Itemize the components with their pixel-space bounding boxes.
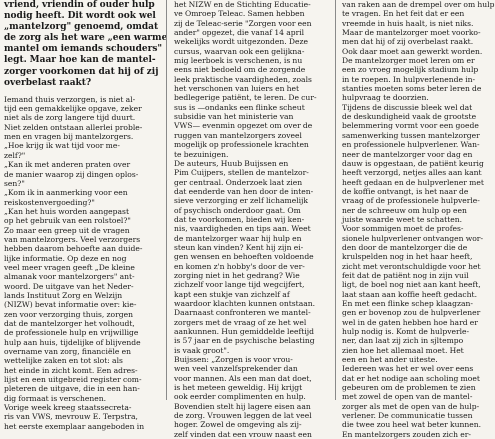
text-line: van raken aan de drempel over om hulp bbox=[342, 0, 495, 9]
text-line: voor mannen. Als een man dat doet, bbox=[174, 373, 312, 383]
text-line: ris van VWS, mevrouw E. Terpstra, bbox=[4, 412, 138, 422]
text-line: En met een flinke schep klaagzan- bbox=[342, 299, 473, 308]
text-line: ander" opgezet, die vanaf 14 april bbox=[174, 28, 305, 38]
text-line: Bovendien stelt hij lagere eisen aan bbox=[174, 401, 311, 411]
text-line: gen er bovenop zou de hulpverlener bbox=[342, 308, 481, 318]
text-line: de koffie ontvangt, is het naar de bbox=[342, 186, 469, 196]
text-line: juiste waarde weet te schatten. bbox=[342, 214, 463, 224]
text-line: vraag of de professionele hulpverle- bbox=[342, 196, 480, 206]
lead-line: nodig heeft. Dit wordt ook wel bbox=[4, 11, 156, 22]
text-line: wen veel vanzelfsprekender dan bbox=[174, 364, 298, 374]
text-line: zichzelf voor lange tijd wegcijfert, bbox=[174, 280, 305, 290]
text-line: veel meer vragen geeft „De kleine bbox=[4, 262, 135, 272]
text-line: dauw is opgestaan, de patiënt keurig bbox=[342, 158, 484, 168]
article-column-3 bbox=[342, 0, 495, 439]
text-line: hulpvraag te doorzien. bbox=[342, 93, 429, 103]
text-line: nis, vaardigheden en tips aan. Weet bbox=[174, 224, 311, 234]
text-line: stanties moeten soms beter leren de bbox=[342, 84, 482, 94]
text-line: sionele hulpverlener ontvangen wor- bbox=[342, 233, 484, 243]
text-line: dat te voorkomen, bieden wij ken- bbox=[174, 214, 305, 224]
text-line: is vaak groot". bbox=[174, 345, 230, 355]
text-line: „Kan ik met anderen praten over bbox=[4, 160, 131, 170]
lead-line: overbelast raakt? bbox=[4, 77, 92, 88]
text-line: ner de schreeuw om hulp op een bbox=[342, 205, 467, 215]
text-line: ve Omroep Teleac. Samen hebben bbox=[174, 9, 305, 19]
text-line: het verschonen van luiers en het bbox=[174, 84, 300, 94]
text-line: mig leerboek is verschenen, is nu bbox=[174, 56, 303, 66]
text-line: samenwerking tussen mantelzorger bbox=[342, 130, 480, 140]
lead-line: zorger voorkomen dat hij of zij bbox=[4, 66, 159, 77]
text-line: Maar de mantelzorger moet voorko- bbox=[342, 28, 481, 38]
text-line: eens niet bedoeld om de zorgende bbox=[174, 65, 306, 75]
text-line: men dat hij of zij overbelast raakt. bbox=[342, 37, 474, 47]
text-line: „Hoe krijg ik wat tijd voor me- bbox=[4, 141, 120, 151]
text-line: het eerste exemplaar aangeboden in bbox=[4, 421, 145, 431]
text-line: van mantelzorgers. Veel verzorgers bbox=[4, 234, 141, 244]
text-line: vreemde in huis haalt, is niet niks. bbox=[342, 18, 474, 28]
text-line: dig formaat is verschenen. bbox=[4, 393, 107, 403]
text-line: Vorige week kreeg staatssecreta- bbox=[4, 403, 132, 413]
text-line: leek praktische vaardigheden, zoals bbox=[174, 74, 312, 84]
text-line: laat staan aan koffie heeft gedacht. bbox=[342, 289, 478, 299]
text-line: zicht met verontschuldigde voor het bbox=[342, 261, 481, 271]
text-line: zij de Teleac-serie "Zorgen voor een bbox=[174, 18, 312, 28]
text-line: is 57 jaar en de psychische belasting bbox=[174, 336, 315, 346]
text-line: Tijdens de discussie bleek wel dat bbox=[342, 102, 473, 112]
text-line: met zowel de open van de mantel- bbox=[342, 392, 473, 402]
text-line: een en het ander uiteste. bbox=[342, 355, 438, 365]
text-line: zelf vinden dat een vrouw naast een bbox=[174, 429, 312, 439]
text-line: dat de mantelzorger het volhoudt, bbox=[4, 319, 135, 328]
text-line: bedlegerige patiënt, te leren. De cur- bbox=[174, 93, 317, 103]
text-line: hulp nodig is. Komt de hulpverle- bbox=[342, 327, 470, 337]
article-column-2 bbox=[174, 0, 329, 439]
text-line: de mantelzorger waar hij hulp en bbox=[174, 233, 302, 243]
text-line: VWS— evenmin opgezet om over de bbox=[174, 121, 313, 131]
text-line: steun kan vinden? Kent hij zijn ei- bbox=[174, 242, 304, 252]
text-line: en komen z'n hobby's door de ver- bbox=[174, 261, 305, 271]
text-line: (NIZW) bevat informatie over: kie- bbox=[4, 300, 137, 310]
text-line: het einde in zicht komt. Een adres- bbox=[4, 365, 138, 375]
text-line: lijst en een uitgebreid register com- bbox=[4, 375, 142, 385]
text-line: overname van zorg, financiële en bbox=[4, 347, 131, 357]
text-line: Zo maar een greep uit de vragen bbox=[4, 225, 130, 235]
text-line: Daarnaast confronteren we mantel- bbox=[174, 308, 311, 318]
text-line: wekelijks wordt uitgezonden. Deze bbox=[174, 37, 308, 47]
text-line: ner, dan laat zij zich in sjltempo bbox=[342, 336, 464, 346]
text-line: subsidie van het ministerie van bbox=[174, 112, 294, 122]
lead-paragraph bbox=[4, 0, 168, 89]
text-line: ger centraal. Onderzoek laat zien bbox=[174, 177, 303, 187]
text-line: is het meteen geweldig. Hij krijgt bbox=[174, 383, 303, 393]
text-line: almanak voor mantelzorgers" ant- bbox=[4, 272, 135, 282]
text-line: in te roepen. In hulpverlenende in- bbox=[342, 74, 476, 84]
text-line: ruggen van mantelzorgers zoveel bbox=[174, 130, 302, 140]
text-line: Niet zelden ontstaan allerlei proble- bbox=[4, 122, 143, 132]
text-line: hoger. Zowel de omgeving als zij- bbox=[174, 420, 302, 430]
text-line: zien hoe het allemaal moet. Het bbox=[342, 345, 464, 355]
text-line: te vragen. En het feit dat er een bbox=[342, 9, 465, 19]
text-line: zelf?" bbox=[4, 150, 26, 160]
text-line: Ook daar moet aan gewerkt worden. bbox=[342, 46, 483, 56]
text-line: wel in de gaten hebben hoe hard er bbox=[342, 317, 478, 327]
text-line: tijd een gemakkelijke opgave, zeker bbox=[4, 104, 142, 114]
text-line: kapt een stukje van zichzelf af bbox=[174, 289, 290, 299]
lead-line: „mantelzorg" genoemd, omdat bbox=[4, 22, 159, 33]
text-line: zorgers met de vraag of ze het wel bbox=[174, 317, 307, 327]
text-line: dat er het nodige aan scholing moet bbox=[342, 373, 480, 383]
text-line: „Kom ik in aanmerking voor een bbox=[4, 188, 128, 198]
text-line: Iedereen was het er wel over eens bbox=[342, 364, 474, 374]
text-line: verlener. De communicatie tussen bbox=[342, 411, 473, 421]
text-line: reiskostenvergoeding?" bbox=[4, 197, 95, 207]
lead-line: vriend, vriendin of ouder hulp bbox=[4, 0, 155, 10]
text-line: te bezuinigen. bbox=[174, 149, 229, 159]
text-line: heeft verzorgd, netjes alles aan kant bbox=[342, 168, 482, 178]
text-line: sen?" bbox=[4, 178, 25, 188]
text-line: of psychisch onderdoor gaat. Om bbox=[174, 205, 301, 215]
text-line: hulp aan huis, tijdelijke of blijvende bbox=[4, 337, 141, 347]
lead-line: legt. Maar hoe kan de mantel- bbox=[4, 55, 156, 66]
text-line: hebben daarom behoefte aan duide- bbox=[4, 244, 143, 254]
text-line: sus is —ondanks een flinke scheut bbox=[174, 102, 305, 112]
text-line: Iemand thuis verzorgen, is niet al- bbox=[4, 94, 136, 104]
text-line: gebeuren om de problemen te zien bbox=[342, 383, 476, 393]
text-line: zorger als met de open van de hulp- bbox=[342, 401, 480, 411]
text-line: belemmering vormt voor een goede bbox=[342, 121, 479, 131]
article-column-1 bbox=[4, 0, 168, 431]
text-line: op het gebruik van een rolstoel?" bbox=[4, 216, 131, 226]
text-line: zorging niet in het gedrang? Wie bbox=[174, 270, 300, 280]
text-line: aankunnen. Hun gemiddelde leeftijd bbox=[174, 327, 314, 337]
text-line: zen voor verzorging thuis, zorgen bbox=[4, 309, 133, 319]
column-divider bbox=[335, 0, 336, 400]
text-line: die twee zou heel wat beter kunnen. bbox=[342, 420, 482, 430]
text-line: lands Instituut Zorg en Welzijn bbox=[4, 290, 123, 300]
text-line: het NIZW en de Stichting Educatie- bbox=[174, 0, 311, 9]
text-line: de zorg. Vrouwen leggen de lat veel bbox=[174, 411, 312, 421]
text-line: een zo vroeg mogelijk stadium hulp bbox=[342, 65, 479, 75]
text-line: mogelijk op professionele krachten bbox=[174, 140, 309, 150]
text-line: waardoor klachten kunnen ontstaan. bbox=[174, 299, 316, 308]
text-line: den door de mantelzorger die de bbox=[342, 242, 468, 252]
text-line: heeft gedaan en de hulpverlener met bbox=[342, 177, 484, 187]
lead-line: de zorg als het ware „een warme bbox=[4, 33, 168, 44]
text-line: „Kan het huis worden aangepast bbox=[4, 206, 130, 216]
text-line: dat eenderde van hen door de inten- bbox=[174, 186, 314, 196]
text-line: de manier waarop zij dingen oplos- bbox=[4, 169, 139, 179]
text-line: ook eerder complimenten en hulp. bbox=[174, 392, 306, 402]
body-text bbox=[4, 95, 159, 431]
text-line: pleteren de uitgave, die in een han- bbox=[4, 384, 140, 394]
text-line: en professionele hulpverlener. Wan- bbox=[342, 140, 480, 150]
text-line: men en vragen bij mantelzorgers. bbox=[4, 132, 134, 142]
text-line: Buijssen: „Zorgen is voor vrou- bbox=[174, 355, 293, 365]
lead-line: mantel om iemands schouders" bbox=[4, 44, 163, 55]
text-line: de professionele hulp en vrijwillige bbox=[4, 328, 139, 338]
text-line: lijke informatie. Op deze en nog bbox=[4, 253, 127, 263]
text-line: niet als de zorg langere tijd duurt. bbox=[4, 113, 136, 123]
column-divider bbox=[166, 0, 167, 400]
text-line: gen wensen en behoeften voldoende bbox=[174, 252, 314, 262]
text-line: wettelijke zaken en tot slot: als bbox=[4, 356, 123, 366]
text-line: De mantelzorger moet leren om er bbox=[342, 56, 475, 66]
text-line: Pim Cuijpers, stellen de mantelzor- bbox=[174, 168, 309, 178]
text-line: neer de mantelzorger voor dag en bbox=[342, 149, 473, 159]
text-line: sieve verzorging er zelf lichamelijk bbox=[174, 196, 309, 206]
text-line: cursus, waarvan ook een gelijkna- bbox=[174, 46, 305, 56]
text-line: Voor sommigen moet de profes- bbox=[342, 224, 464, 234]
text-line: krulspelden nog in het haar heeft, bbox=[342, 252, 473, 262]
text-line: En mantelzorgers zouden zich er- bbox=[342, 429, 471, 439]
text-line: De auteurs, Huub Buijssen en bbox=[174, 158, 289, 168]
text-line: woord. De uitgave van het Neder- bbox=[4, 281, 134, 291]
text-line: feit dat de patiënt nog in zijn vuil bbox=[342, 270, 469, 280]
text-line: de deskundigheid vaak de grootste bbox=[342, 112, 477, 122]
text-line: ligt, de boel nog niet aan kant heeft, bbox=[342, 280, 481, 290]
